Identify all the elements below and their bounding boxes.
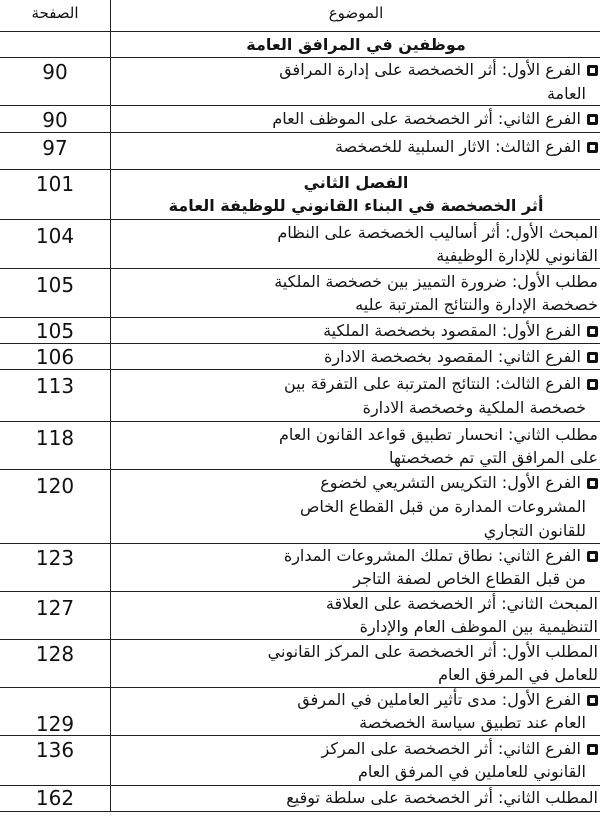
page-number: 113 <box>35 374 75 398</box>
toc-entry-line: للعامل في المرفق العام <box>438 665 598 684</box>
toc-entry-text: الفرع الثاني: المقصود بخصخصة الادارة <box>324 347 581 366</box>
topic-column-header: الموضوع <box>328 4 384 22</box>
bullet-icon <box>587 551 598 562</box>
toc-entry-text: الفرع الأول: مدى تأثير العاملين في المرفق <box>297 690 581 709</box>
toc-entry-line: القانوني للعاملين في المرفق العام <box>358 762 586 781</box>
toc-row <box>0 470 600 544</box>
toc-entry-line: المشروعات المدارة من قبل القطاع الخاص <box>299 497 586 516</box>
toc-entry-line <box>114 544 598 568</box>
toc-row <box>0 133 600 170</box>
toc-entry-line: المطلب الأول: أثر الخصخصة على المركز القانوني <box>267 642 598 661</box>
toc-entry-line <box>114 737 598 761</box>
toc-row <box>0 32 600 58</box>
page-number: 105 <box>35 273 75 297</box>
toc-row <box>0 422 600 470</box>
toc-row <box>0 106 600 133</box>
toc-entry-text: الفرع الثالث: النتائج المترتبة على التفرقة بين <box>284 374 581 393</box>
page-number: 120 <box>35 474 75 498</box>
bullet-icon <box>587 142 598 153</box>
toc-entry-line: المبحث الأول: أثر أساليب الخصخصة على النظام <box>277 223 598 242</box>
toc-row <box>0 786 600 812</box>
toc-row <box>0 370 600 422</box>
toc-row <box>0 344 600 370</box>
toc-entry-text: الفرع الثاني: أثر الخصخصة على المركز <box>321 739 581 758</box>
page-number: 123 <box>35 546 75 570</box>
toc-entry-line <box>114 319 598 343</box>
toc-row <box>0 736 600 786</box>
page-number: 90 <box>42 60 68 84</box>
toc-row <box>0 269 600 318</box>
toc-entry-line <box>114 688 598 712</box>
toc-entry-line: موظفين في المرافق العامة <box>246 35 466 54</box>
bullet-icon <box>587 114 598 125</box>
bullet-icon <box>587 744 598 755</box>
toc-entry-line: القانوني للإدارة الوظيفية <box>436 246 598 265</box>
bullet-icon <box>587 695 598 706</box>
toc-row <box>0 58 600 106</box>
bullet-icon <box>587 478 598 489</box>
toc-entry-line: المبحث الثاني: أثر الخصخصة على العلاقة <box>325 594 598 613</box>
toc-entry-line <box>114 58 598 82</box>
toc-entry-text: الفرع الثاني: أثر الخصخصة على الموظف العام <box>272 109 581 128</box>
toc-row <box>0 544 600 592</box>
toc-row <box>0 220 600 269</box>
toc-entry-text: الفرع الأول: أثر الخصخصة على إدارة المرافق <box>279 60 581 79</box>
page-number: 105 <box>35 319 75 343</box>
toc-entry-line: للقانون التجاري <box>483 521 586 540</box>
toc-row <box>0 640 600 688</box>
page-number: 129 <box>35 712 75 736</box>
toc-entry-line: خصخصة الإدارة والنتائج المترتبة عليه <box>355 295 598 314</box>
toc-entry-line: العام عند تطبيق سياسة الخصخصة <box>359 713 586 732</box>
bullet-icon <box>587 326 598 337</box>
toc-entry-text: الفرع الأول: التكريس التشريعي لخضوع <box>320 473 581 492</box>
page-number: 136 <box>35 738 75 762</box>
toc-entry-line: المطلب الثاني: أثر الخصخصة على سلطة توقيع <box>286 788 598 807</box>
toc-row <box>0 318 600 344</box>
table-header <box>0 0 600 32</box>
toc-entry-line: مطلب الأول: ضرورة التمييز بين خصخصة الملكية <box>274 272 598 291</box>
toc-entry-line: مطلب الثاني: انحسار تطبيق قواعد القانون العام <box>279 425 598 444</box>
page-number: 106 <box>35 345 75 369</box>
toc-entry-line <box>114 135 598 159</box>
toc-entry-line <box>114 372 598 396</box>
page-number: 104 <box>35 224 75 248</box>
bullet-icon <box>587 379 598 390</box>
page-number: 127 <box>35 596 75 620</box>
toc-entry-line: من قبل القطاع الخاص لصفة التاجر <box>353 569 586 588</box>
toc-entry-text: الفرع الثاني: نطاق تملك المشروعات المدارة <box>283 546 581 565</box>
bullet-icon <box>587 352 598 363</box>
page-number: 97 <box>42 136 68 160</box>
toc-entry-line: التنظيمية بين الموظف العام والإدارة <box>359 617 598 636</box>
toc-entry-line <box>114 107 598 131</box>
chapter-subtitle: أثر الخصخصة في البناء القانوني للوظيفة العامة <box>168 196 544 215</box>
toc-entry-line <box>114 471 598 495</box>
page-number: 128 <box>35 642 75 666</box>
toc-row <box>0 592 600 640</box>
toc-entry-line: خصخصة الملكية وخصخصة الادارة <box>362 398 586 417</box>
page-number: 118 <box>35 426 75 450</box>
toc-entry-line: العامة <box>546 84 586 103</box>
toc-entry-line <box>114 345 598 369</box>
toc-entry-line: على المرافق التي تم خصخصتها <box>389 448 598 467</box>
toc-entry-text: الفرع الأول: المقصود بخصخصة الملكية <box>323 321 581 340</box>
toc-row <box>0 170 600 220</box>
page-number: 162 <box>35 786 75 810</box>
page-number: 90 <box>42 108 68 132</box>
chapter-title: الفصل الثاني <box>303 173 409 192</box>
bullet-icon <box>587 65 598 76</box>
toc-row <box>0 688 600 736</box>
toc-entry-text: الفرع الثالث: الاثار السلبية للخصخصة <box>334 137 581 156</box>
page-number: 101 <box>35 172 75 196</box>
column-divider <box>110 0 111 812</box>
page-column-header: الصفحة <box>31 4 79 22</box>
